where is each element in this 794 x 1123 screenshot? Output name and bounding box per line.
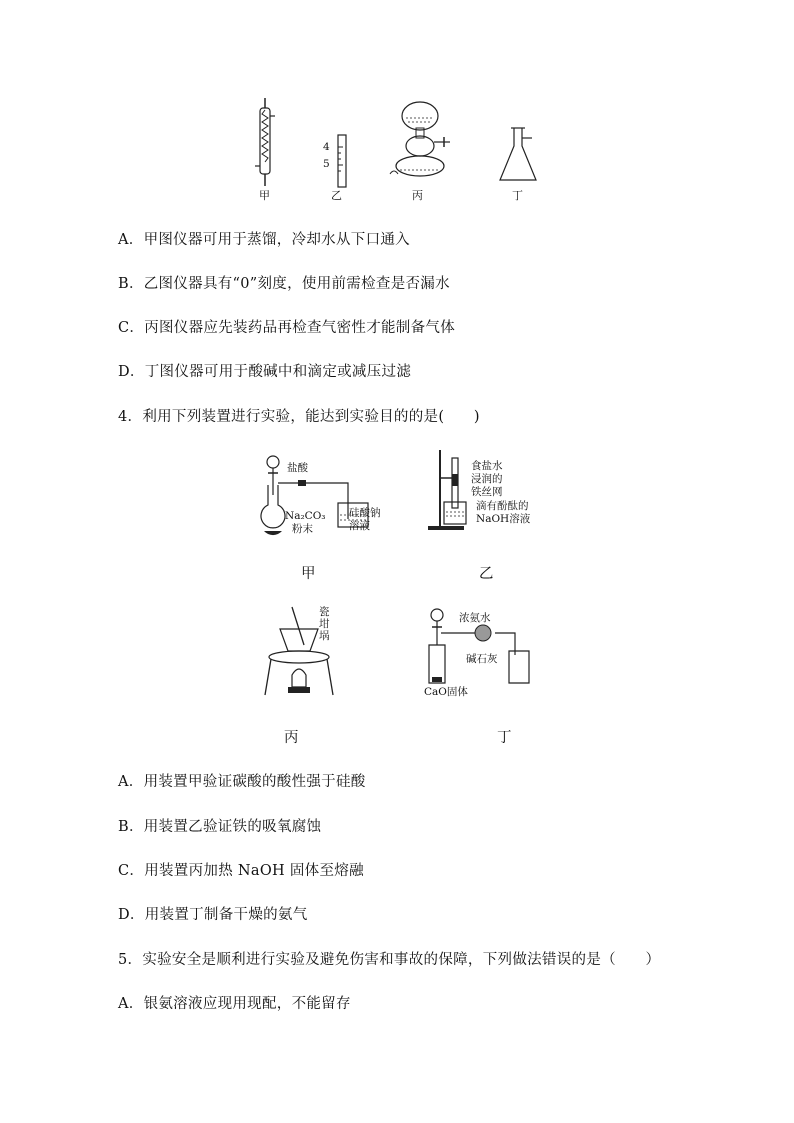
yi-label-5: NaOH溶液 <box>476 513 531 525</box>
jia-reagent-label: Na₂CO₃ <box>285 510 326 522</box>
q4-option-a: A．用装置甲验证碳酸的酸性强于硅酸 <box>118 774 366 790</box>
caption-jia: 甲 <box>301 566 316 582</box>
measuring-tube-diagram <box>330 135 354 190</box>
yi-label-4: 滴有酚酞的 <box>476 500 529 512</box>
jia-solution-label-2: 溶液 <box>349 520 370 532</box>
yi-label-3: 铁丝网 <box>471 486 503 498</box>
fig1-label-yi: 乙 <box>331 189 342 202</box>
apparatus-bing-diagram <box>262 605 342 697</box>
scale-mark-4: 4 <box>323 141 330 153</box>
ding-label-3: CaO固体 <box>424 686 468 698</box>
fig1-label-ding: 丁 <box>512 189 523 202</box>
bing-label-2: 坩 <box>319 618 330 630</box>
ding-label-1: 浓氨水 <box>459 612 491 624</box>
jia-reagent-label-2: 粉末 <box>292 523 313 535</box>
caption-yi: 乙 <box>479 566 494 582</box>
caption-ding: 丁 <box>497 730 512 746</box>
kipp-apparatus-diagram <box>390 98 460 184</box>
fig1-label-jia: 甲 <box>259 189 270 202</box>
jia-acid-label: 盐酸 <box>287 462 308 474</box>
q4-option-d: D．用装置丁制备干燥的氨气 <box>118 907 308 923</box>
q3-option-b: B．乙图仪器具有“0”刻度，使用前需检查是否漏水 <box>118 276 450 292</box>
caption-bing: 丙 <box>284 730 299 746</box>
q4-stem: 4．利用下列装置进行实验，能达到实验目的的是( ) <box>118 409 480 425</box>
scale-mark-5: 5 <box>323 158 330 170</box>
q3-option-c: C．丙图仪器应先装药品再检查气密性才能制备气体 <box>118 320 455 336</box>
q4-option-c: C．用装置丙加热 NaOH 固体至熔融 <box>118 863 364 879</box>
q5-option-a: A．银氨溶液应现用现配，不能留存 <box>118 996 351 1012</box>
bing-label-1: 瓷 <box>319 606 330 618</box>
fig1-label-bing: 丙 <box>412 189 423 202</box>
yi-label-2: 浸润的 <box>471 473 503 485</box>
q5-stem: 5．实验安全是顺利进行实验及避免伤害和事故的保障，下列做法错误的是（ ） <box>118 952 661 968</box>
bing-label-3: 埚 <box>319 630 330 642</box>
ding-label-2: 碱石灰 <box>466 653 498 665</box>
suction-flask-diagram <box>498 128 542 186</box>
q4-option-b: B．用装置乙验证铁的吸氧腐蚀 <box>118 819 322 835</box>
condenser-diagram <box>250 98 280 188</box>
q3-option-a: A．甲图仪器可用于蒸馏，冷却水从下口通入 <box>118 232 410 248</box>
yi-label-1: 食盐水 <box>471 460 503 472</box>
jia-solution-label: 硅酸钠 <box>349 507 381 519</box>
q3-option-d: D．丁图仪器可用于酸碱中和滴定或减压过滤 <box>118 364 412 380</box>
